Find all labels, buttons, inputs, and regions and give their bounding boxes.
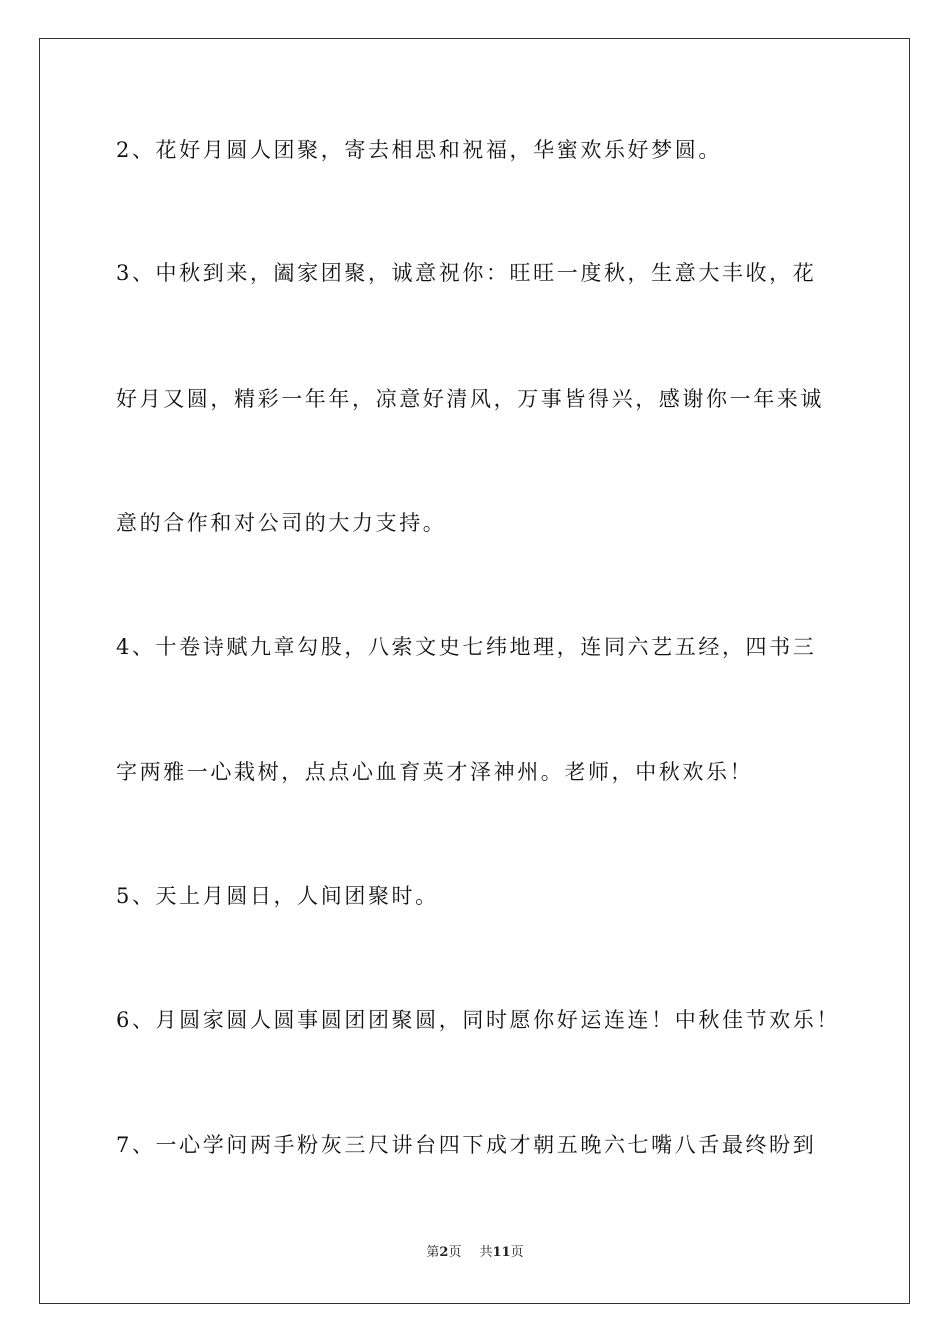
page-prefix: 第 — [426, 1245, 440, 1260]
page-suffix: 页 — [448, 1245, 462, 1260]
text-line-8: 6、月圆家圆人圆事圆团团聚圆，同时愿你好运连连！中秋佳节欢乐！ — [116, 1008, 840, 1032]
page-border — [39, 38, 910, 1304]
total-suffix: 页 — [510, 1245, 524, 1260]
text-line-6: 字两雅一心栽树，点点心血育英才泽神州。老师，中秋欢乐！ — [116, 760, 754, 784]
text-line-7: 5、天上月圆日，人间团聚时。 — [116, 884, 439, 908]
total-prefix: 共 — [479, 1245, 493, 1260]
text-line-4: 意的合作和对公司的大力支持。 — [116, 511, 447, 535]
text-line-9: 7、一心学问两手粉灰三尺讲台四下成才朝五晚六七嘴八舌最终盼到 — [116, 1133, 817, 1157]
text-line-5: 4、十卷诗赋九章勾股，八索文史七纬地理，连同六艺五经，四书三 — [116, 635, 817, 659]
text-line-2: 3、中秋到来，阖家团聚，诚意祝你：旺旺一度秋，生意大丰收，花 — [116, 261, 817, 285]
text-line-3: 好月又圆，精彩一年年，凉意好清风，万事皆得兴，感谢你一年来诚 — [116, 387, 824, 411]
page-footer — [0, 1241, 950, 1260]
current-page-number: 2 — [439, 1245, 449, 1260]
text-line-1: 2、花好月圆人团聚，寄去相思和祝福，华蜜欢乐好梦圆。 — [116, 138, 722, 162]
total-page-number: 11 — [492, 1245, 511, 1260]
